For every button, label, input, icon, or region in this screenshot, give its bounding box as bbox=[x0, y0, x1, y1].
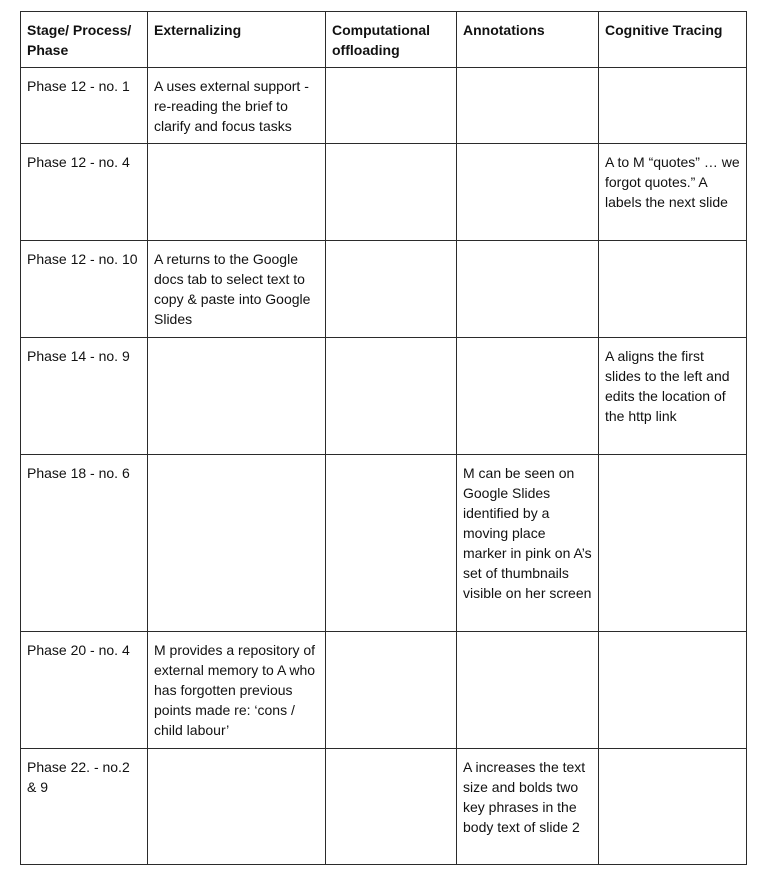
phase-cell: Phase 18 - no. 6 bbox=[21, 455, 148, 632]
computational-offloading-cell bbox=[326, 144, 457, 241]
phase-cell: Phase 12 - no. 1 bbox=[21, 68, 148, 144]
cognitive-tracing-cell bbox=[599, 632, 747, 749]
annotations-cell: M can be seen on Google Slides identified by a moving place marker in pink on A’s set of thumbnails visible on her screen bbox=[457, 455, 599, 632]
annotations-cell bbox=[457, 338, 599, 455]
table-row bbox=[21, 632, 747, 749]
externalizing-cell bbox=[148, 749, 326, 865]
table-row bbox=[21, 455, 747, 632]
cognitive-tracing-cell bbox=[599, 749, 747, 865]
cognitive-tracing-cell bbox=[599, 241, 747, 338]
externalizing-cell bbox=[148, 338, 326, 455]
table-row bbox=[21, 749, 747, 865]
phase-cell: Phase 14 - no. 9 bbox=[21, 338, 148, 455]
phase-cell: Phase 22. - no.2 & 9 bbox=[21, 749, 148, 865]
annotations-cell bbox=[457, 144, 599, 241]
annotations-cell bbox=[457, 68, 599, 144]
table-row bbox=[21, 338, 747, 455]
computational-offloading-cell bbox=[326, 455, 457, 632]
annotations-cell: A increases the text size and bolds two key phrases in the body text of slide 2 bbox=[457, 749, 599, 865]
annotations-cell bbox=[457, 632, 599, 749]
table-header-row bbox=[21, 12, 747, 68]
computational-offloading-cell bbox=[326, 632, 457, 749]
phase-cell: Phase 12 - no. 4 bbox=[21, 144, 148, 241]
cognitive-tracing-cell: A to M “quotes” … we forgot quotes.” A labels the next slide bbox=[599, 144, 747, 241]
table-row bbox=[21, 241, 747, 338]
cognitive-tracing-cell bbox=[599, 68, 747, 144]
table-row bbox=[21, 68, 747, 144]
header-stage-process-phase: Stage/ Process/ Phase bbox=[21, 12, 148, 68]
computational-offloading-cell bbox=[326, 338, 457, 455]
annotations-cell bbox=[457, 241, 599, 338]
header-annotations: Annotations bbox=[457, 12, 599, 68]
computational-offloading-cell bbox=[326, 749, 457, 865]
header-computational-offloading: Computational offloading bbox=[326, 12, 457, 68]
externalizing-cell bbox=[148, 144, 326, 241]
document-page bbox=[20, 11, 747, 865]
cognitive-tracing-cell: A aligns the first slides to the left and edits the location of the http link bbox=[599, 338, 747, 455]
externalizing-cell: M provides a repository of external memory to A who has forgotten previous points made re: ‘cons / child labour’ bbox=[148, 632, 326, 749]
header-externalizing: Externalizing bbox=[148, 12, 326, 68]
coding-table bbox=[20, 11, 747, 865]
externalizing-cell: A returns to the Google docs tab to select text to copy & paste into Google Slides bbox=[148, 241, 326, 338]
externalizing-cell: A uses external support - re-reading the brief to clarify and focus tasks bbox=[148, 68, 326, 144]
computational-offloading-cell bbox=[326, 241, 457, 338]
cognitive-tracing-cell bbox=[599, 455, 747, 632]
externalizing-cell bbox=[148, 455, 326, 632]
phase-cell: Phase 20 - no. 4 bbox=[21, 632, 148, 749]
phase-cell: Phase 12 - no. 10 bbox=[21, 241, 148, 338]
header-cognitive-tracing: Cognitive Tracing bbox=[599, 12, 747, 68]
table-row bbox=[21, 144, 747, 241]
computational-offloading-cell bbox=[326, 68, 457, 144]
